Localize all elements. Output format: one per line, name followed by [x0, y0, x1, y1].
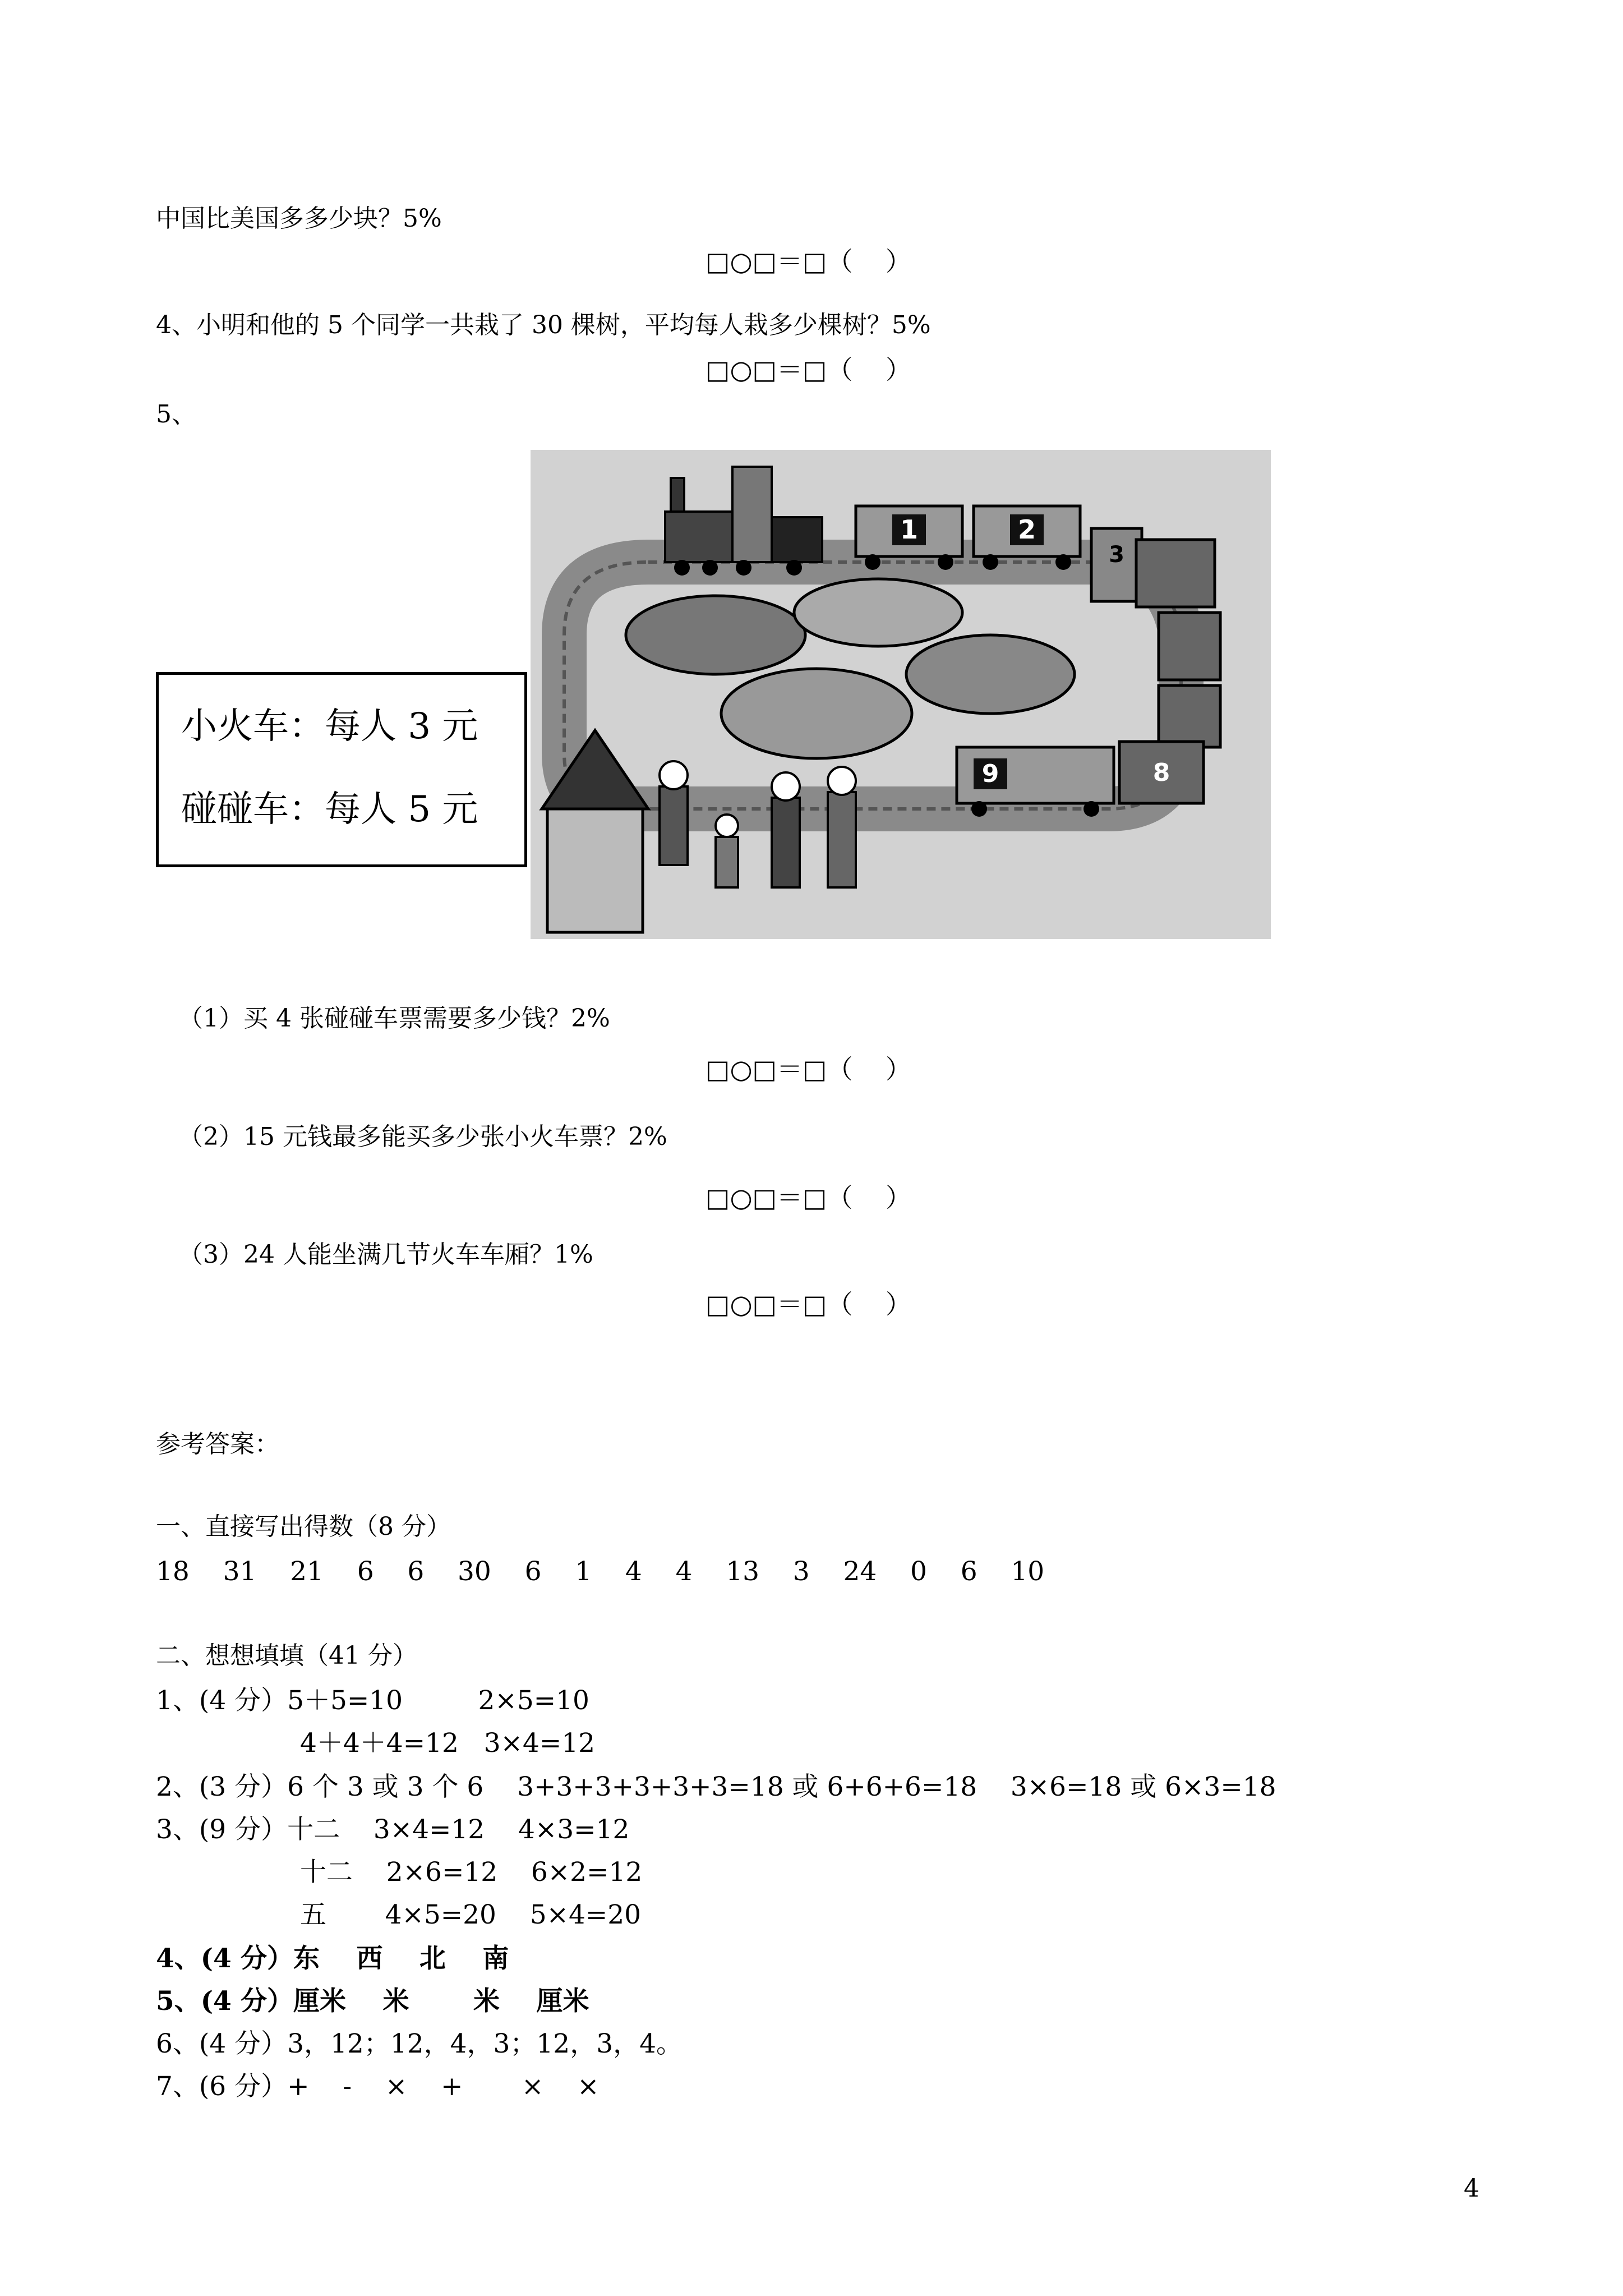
- answer-formula-q3: □○□＝□（ ）: [706, 246, 912, 277]
- answer-formula-sub3: □○□＝□（ ）: [706, 1289, 912, 1319]
- car-number-9: 9: [981, 760, 999, 788]
- answer-7: 7、(6 分）+ - × + × ×: [156, 2071, 600, 2102]
- price-info-box: [156, 672, 527, 867]
- train-and-bumper-cars-drawing: [531, 450, 1271, 939]
- question-3-tail: 中国比美国多多少块？5%: [156, 204, 442, 233]
- train-car-3: [1091, 528, 1142, 601]
- bumper-car-price: 碰碰车：每人 5 元: [181, 789, 478, 830]
- answer-1-line-1: 1、(4 分）5＋5=10 2×5=10: [156, 1685, 589, 1716]
- bumper-cars: [626, 579, 1075, 758]
- section-1-title: 一、直接写出得数（8 分）: [156, 1512, 451, 1541]
- answer-3-line-3: 五 4×5=20 5×4=20: [300, 1899, 642, 1930]
- car-number-3: 3: [1109, 542, 1124, 568]
- section-1-values: 18 31 21 6 6 30 6 1 4 4 13 3 24 0 6 10: [156, 1556, 1045, 1587]
- sub-question-1: （1）买 4 张碰碰车票需要多少钱？2%: [178, 1004, 610, 1033]
- section-2-title: 二、想想填填（41 分）: [156, 1641, 417, 1670]
- page-number: 4: [1464, 2174, 1479, 2203]
- amusement-park-illustration: [531, 450, 1271, 939]
- answer-2: 2、(3 分）6 个 3 或 3 个 6 3+3+3+3+3+3=18 或 6+6+6=18 3×6=18 或 6×3=18: [156, 1772, 1276, 1802]
- answer-3-line-2: 十二 2×6=12 6×2=12: [300, 1857, 643, 1888]
- locomotive: [665, 467, 822, 576]
- answer-4: 4、(4 分）东 西 北 南: [156, 1943, 509, 1974]
- covered-cars-right: [1136, 540, 1220, 747]
- question-4: 4、小明和他的 5 个同学一共栽了 30 棵树，平均每人栽多少棵树？5%: [156, 311, 931, 339]
- answer-formula-sub2: □○□＝□（ ）: [706, 1182, 912, 1213]
- sub-question-3: （3）24 人能坐满几节火车车厢？1%: [178, 1240, 593, 1269]
- answers-heading: 参考答案：: [156, 1430, 279, 1458]
- answer-formula-q4: □○□＝□（ ）: [706, 355, 912, 385]
- car-number-2: 2: [1017, 514, 1036, 545]
- car-number-1: 1: [900, 514, 919, 545]
- train-car-8: [1119, 742, 1204, 803]
- sub-question-2: （2）15 元钱最多能买多少张小火车票？2%: [178, 1122, 667, 1151]
- answer-6: 6、(4 分）3，12；12，4，3；12，3，4。: [156, 2028, 683, 2059]
- answer-3-line-1: 3、(9 分）十二 3×4=12 4×3=12: [156, 1814, 630, 1845]
- car-number-8: 8: [1152, 758, 1170, 787]
- answer-5: 5、(4 分）厘米 米 米 厘米: [156, 1986, 589, 2017]
- train-price: 小火车：每人 3 元: [181, 706, 478, 747]
- question-5-label: 5、: [156, 400, 196, 429]
- answer-1-line-2: 4＋4＋4=12 3×4=12: [300, 1728, 596, 1759]
- answer-formula-sub1: □○□＝□（ ）: [706, 1054, 912, 1084]
